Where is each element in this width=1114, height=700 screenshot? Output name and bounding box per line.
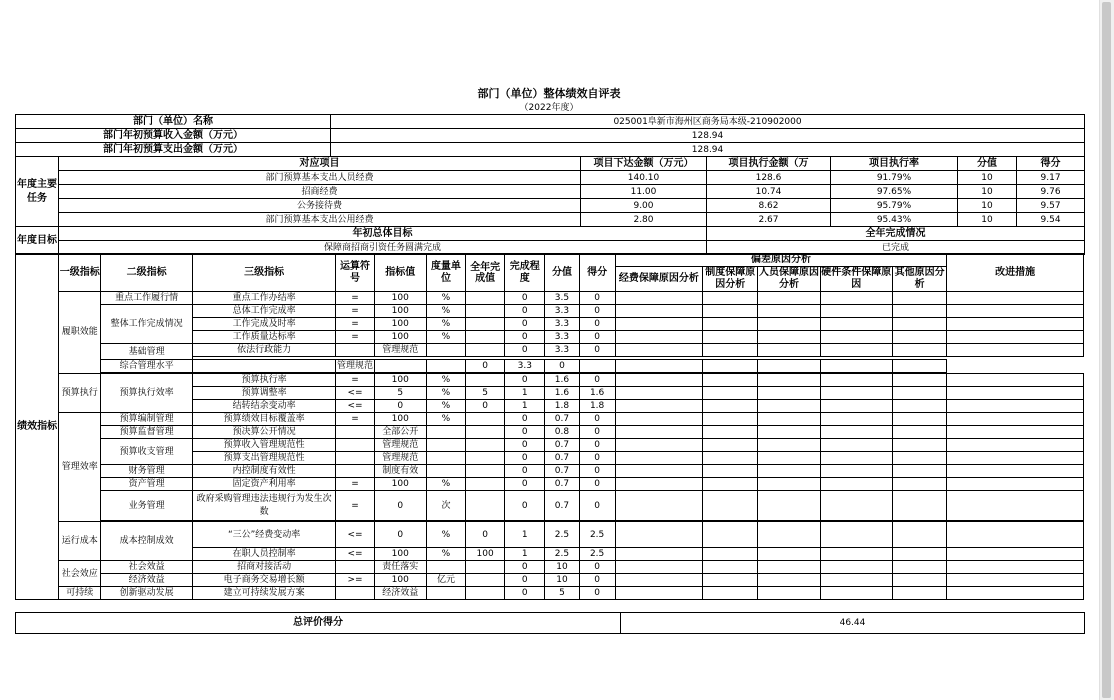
- perf-header-improve: 改进措施: [947, 254, 1084, 292]
- task-rate: 97.65%: [831, 185, 958, 199]
- perf-header-got: 得分: [579, 254, 615, 292]
- total-table: [15, 612, 1085, 634]
- l3-cell: 政府采购管理违法违规行为发生次数: [192, 491, 336, 521]
- val-cell: 100: [374, 292, 426, 305]
- unit-cell: %: [426, 305, 465, 318]
- degree-cell: 1: [505, 387, 545, 400]
- done-cell: [466, 452, 505, 465]
- score-cell: 0.7: [545, 413, 579, 426]
- degree-cell: 0: [505, 331, 545, 344]
- got-cell: 0: [545, 360, 579, 373]
- score-cell: 1.6: [545, 374, 579, 387]
- l2-cell: 预算收支管理: [101, 439, 192, 465]
- val-cell: 全部公开: [374, 426, 426, 439]
- score-cell: 0.7: [545, 439, 579, 452]
- score-cell: 0.7: [545, 452, 579, 465]
- got-cell: 0: [579, 478, 615, 491]
- task-row: [16, 185, 1085, 199]
- tasks-header-amount: 项目下达金额（万元）: [581, 157, 707, 171]
- got-cell: 0: [579, 413, 615, 426]
- unit-cell: %: [426, 400, 465, 413]
- scrollbar-thumb[interactable]: [1102, 2, 1111, 698]
- task-exec: 2.67: [707, 213, 831, 227]
- l1-cell: 社会效应: [59, 561, 101, 587]
- table-row: [16, 292, 1084, 305]
- task-exec: 8.62: [707, 199, 831, 213]
- unit-cell: 亿元: [426, 574, 465, 587]
- perf-header-unit: 度量单位: [426, 254, 465, 292]
- unit-cell: %: [426, 478, 465, 491]
- goals-header-done: 全年完成情况: [707, 227, 1085, 241]
- op-cell: [336, 439, 374, 452]
- val-cell: 100: [374, 548, 426, 561]
- degree-cell: 1: [505, 522, 545, 548]
- degree-cell: 0: [505, 465, 545, 478]
- score-cell: 3.3: [545, 305, 579, 318]
- got-cell: 0: [579, 452, 615, 465]
- degree-cell: 0: [505, 344, 545, 357]
- table-row: [16, 522, 1084, 548]
- op-cell: =: [336, 331, 374, 344]
- table-row: [16, 413, 1084, 426]
- task-rate: 95.79%: [831, 199, 958, 213]
- op-cell: <=: [336, 548, 374, 561]
- task-score: 10: [958, 199, 1017, 213]
- val-cell: 0: [374, 522, 426, 548]
- op-cell: =: [336, 318, 374, 331]
- got-cell: 0: [579, 465, 615, 478]
- total-value: 46.44: [621, 613, 1085, 634]
- l3-cell: 内控制度有效性: [192, 465, 336, 478]
- tasks-header-rate: 项目执行率: [831, 157, 958, 171]
- l1-cell: 运行成本: [59, 522, 101, 561]
- op-cell: [336, 587, 374, 600]
- score-cell: 3.5: [545, 292, 579, 305]
- l3-cell: 预算执行率: [192, 374, 336, 387]
- val-cell: 5: [374, 387, 426, 400]
- l3-cell: 预算调整率: [192, 387, 336, 400]
- l2-cell: 基础管理: [101, 344, 192, 360]
- unit-row: [16, 115, 1085, 129]
- perf-header-dev: 偏差原因分析: [615, 254, 947, 267]
- unit-cell: %: [426, 413, 465, 426]
- l2-cell: 预算监督管理: [101, 426, 192, 439]
- l2-cell: 预算执行效率: [101, 374, 192, 413]
- perf-header-row: [16, 254, 1084, 267]
- goals-header-row: [16, 227, 1085, 241]
- task-project: 部门预算基本支出公用经费: [59, 213, 581, 227]
- table-row: [16, 587, 1084, 600]
- unit-cell: %: [426, 548, 465, 561]
- unit-cell: %: [426, 522, 465, 548]
- done-cell: [466, 439, 505, 452]
- table-row: [16, 465, 1084, 478]
- l1-cell: 履职效能: [59, 292, 101, 374]
- score-cell: 10: [545, 561, 579, 574]
- op-cell: [336, 465, 374, 478]
- l3-cell: 工作完成及时率: [192, 318, 336, 331]
- perf-header-l3: 三级指标: [192, 254, 336, 292]
- score-cell: 2.5: [545, 548, 579, 561]
- got-cell: 0: [579, 587, 615, 600]
- perf-section-label: 绩效指标: [16, 254, 59, 600]
- l3-cell: 固定资产利用率: [192, 478, 336, 491]
- goals-target: 保障商招商引资任务圆满完成: [59, 241, 707, 255]
- got-cell: 0: [579, 374, 615, 387]
- unit-cell: [426, 344, 465, 357]
- expense-value: 128.94: [331, 143, 1085, 157]
- op-cell: =: [336, 413, 374, 426]
- degree-cell: 0: [505, 374, 545, 387]
- val-cell: 管理规范: [374, 452, 426, 465]
- op-cell: [336, 561, 374, 574]
- degree-cell: 1: [505, 548, 545, 561]
- op-cell: <=: [336, 400, 374, 413]
- done-cell: [466, 374, 505, 387]
- l2-cell: 资产管理: [101, 478, 192, 491]
- income-row: [16, 129, 1085, 143]
- score-cell: 3.3: [545, 318, 579, 331]
- val-cell: 0: [374, 400, 426, 413]
- op-cell: =: [336, 292, 374, 305]
- task-row: [16, 213, 1085, 227]
- unit-cell: %: [426, 331, 465, 344]
- val-cell: 管理规范: [374, 439, 426, 452]
- dev-col-other: 其他原因分析: [892, 267, 946, 292]
- task-row: [16, 171, 1085, 185]
- score-cell: 0.7: [545, 465, 579, 478]
- table-row: [16, 360, 1084, 373]
- val-cell: 100: [374, 374, 426, 387]
- unit-cell: 次: [426, 491, 465, 521]
- task-project: 部门预算基本支出人员经费: [59, 171, 581, 185]
- degree-cell: 0: [505, 587, 545, 600]
- done-cell: [466, 478, 505, 491]
- unit-cell: [426, 587, 465, 600]
- task-project: 公务接待费: [59, 199, 581, 213]
- tasks-header-got: 得分: [1017, 157, 1085, 171]
- got-cell: 0: [579, 561, 615, 574]
- tasks-section-label: 年度主要任务: [16, 157, 59, 227]
- got-cell: 1.8: [579, 400, 615, 413]
- total-row: [16, 613, 1085, 634]
- op-cell: [336, 344, 374, 357]
- done-cell: [466, 561, 505, 574]
- l1-cell: 可持续: [59, 587, 101, 600]
- degree-cell: 0: [466, 360, 505, 373]
- tasks-header-score: 分值: [958, 157, 1017, 171]
- op-cell: >=: [336, 574, 374, 587]
- tasks-header-exec: 项目执行金额（万: [707, 157, 831, 171]
- tasks-header-project: 对应项目: [59, 157, 581, 171]
- degree-cell: 0: [505, 574, 545, 587]
- l2-cell: 预算编制管理: [101, 413, 192, 426]
- l3-cell: 电子商务交易增长额: [192, 574, 336, 587]
- score-cell: 2.5: [545, 522, 579, 548]
- got-cell: 0: [579, 344, 615, 357]
- unit-cell: %: [426, 292, 465, 305]
- performance-table: [15, 253, 1084, 600]
- got-cell: 0: [579, 426, 615, 439]
- val-cell: 0: [374, 491, 426, 521]
- score-cell: 3.3: [545, 344, 579, 357]
- dev-col-funding: 经费保障原因分析: [615, 267, 702, 292]
- val-cell: 责任落实: [374, 561, 426, 574]
- op-cell: =: [336, 305, 374, 318]
- got-cell: 0: [579, 318, 615, 331]
- table-row: [16, 344, 1084, 357]
- expense-label: 部门年初预算支出金额（万元）: [16, 143, 331, 157]
- done-cell: 0: [466, 400, 505, 413]
- l3-cell: 结转结余变动率: [192, 400, 336, 413]
- l3-cell: 工作质量达标率: [192, 331, 336, 344]
- goals-section-label: 年度目标: [16, 227, 59, 255]
- got-cell: 1.6: [579, 387, 615, 400]
- perf-header-val: 指标值: [374, 254, 426, 292]
- l3-cell: 重点工作办结率: [192, 292, 336, 305]
- done-cell: [466, 465, 505, 478]
- l3-cell: 预算支出管理规范性: [192, 452, 336, 465]
- l3-cell: 在职人员控制率: [192, 548, 336, 561]
- degree-cell: 0: [505, 561, 545, 574]
- done-cell: [466, 331, 505, 344]
- l2-cell: 创新驱动发展: [101, 587, 192, 600]
- got-cell: 0: [579, 439, 615, 452]
- done-cell: [466, 491, 505, 521]
- val-cell: 100: [374, 318, 426, 331]
- l2-cell: 业务管理: [101, 491, 192, 521]
- l3-cell: 预决算公开情况: [192, 426, 336, 439]
- table-row: [16, 491, 1084, 521]
- task-score: 10: [958, 185, 1017, 199]
- got-cell: 0: [579, 331, 615, 344]
- l2-cell: 成本控制成效: [101, 522, 192, 561]
- unit-cell: [426, 426, 465, 439]
- l3-cell: 建立可持续发展方案: [192, 587, 336, 600]
- unit-cell: [426, 465, 465, 478]
- perf-header-score: 分值: [545, 254, 579, 292]
- expense-row: [16, 143, 1085, 157]
- l2-cell: 重点工作履行情: [101, 292, 192, 305]
- perf-header-degree: 完成程度: [505, 254, 545, 292]
- degree-cell: 0: [505, 292, 545, 305]
- unit-cell: [426, 561, 465, 574]
- perf-header-l2: 二级指标: [101, 254, 192, 292]
- op-cell: =: [336, 374, 374, 387]
- task-amount: 11.00: [581, 185, 707, 199]
- task-rate: 91.79%: [831, 171, 958, 185]
- table-row: [16, 305, 1084, 318]
- degree-cell: 0: [505, 426, 545, 439]
- l3-cell: 招商对接活动: [192, 561, 336, 574]
- degree-cell: 0: [505, 305, 545, 318]
- dev-col-hardware: 硬件条件保障原因: [821, 267, 892, 290]
- done-cell: 0: [466, 522, 505, 548]
- unit-name-label: 部门（单位）名称: [16, 115, 331, 129]
- unit-cell: [426, 452, 465, 465]
- op-cell: =: [336, 478, 374, 491]
- degree-cell: 0: [505, 413, 545, 426]
- page-title: 部门（单位）整体绩效自评表: [477, 87, 621, 100]
- task-score: 10: [958, 171, 1017, 185]
- score-cell: 10: [545, 574, 579, 587]
- l3-cell: “三公”经费变动率: [192, 522, 336, 548]
- table-row: [16, 574, 1084, 587]
- l2-cell: 社会效益: [101, 561, 192, 574]
- task-rate: 95.43%: [831, 213, 958, 227]
- op-cell: [192, 360, 336, 373]
- task-amount: 9.00: [581, 199, 707, 213]
- score-cell: 5: [545, 587, 579, 600]
- l1-cell: 预算执行: [59, 374, 101, 413]
- l3-cell: 预算绩效目标覆盖率: [192, 413, 336, 426]
- task-amount: 2.80: [581, 213, 707, 227]
- done-cell: [466, 318, 505, 331]
- l2-cell: 经济效益: [101, 574, 192, 587]
- op-cell: [336, 452, 374, 465]
- got-cell: 2.5: [579, 548, 615, 561]
- l2-cell: 整体工作完成情况: [101, 305, 192, 344]
- unit-cell: %: [426, 387, 465, 400]
- val-cell: 经济效益: [374, 587, 426, 600]
- task-got: 9.54: [1017, 213, 1085, 227]
- l3-cell: 依法行政能力: [192, 344, 336, 357]
- score-cell: 3.3: [505, 360, 545, 373]
- done-cell: [426, 360, 465, 373]
- op-cell: <=: [336, 387, 374, 400]
- done-cell: [466, 344, 505, 357]
- val-cell: 100: [374, 331, 426, 344]
- task-amount: 140.10: [581, 171, 707, 185]
- done-cell: 5: [466, 387, 505, 400]
- task-exec: 128.6: [707, 171, 831, 185]
- done-cell: [466, 292, 505, 305]
- score-cell: 0.7: [545, 478, 579, 491]
- done-cell: [466, 426, 505, 439]
- val-cell: 100: [374, 305, 426, 318]
- score-cell: 1.8: [545, 400, 579, 413]
- degree-cell: 0: [505, 491, 545, 521]
- unit-cell: %: [426, 318, 465, 331]
- got-cell: 0: [579, 292, 615, 305]
- score-cell: 3.3: [545, 331, 579, 344]
- income-label: 部门年初预算收入金额（万元）: [16, 129, 331, 143]
- table-row: [16, 478, 1084, 491]
- op-cell: [336, 426, 374, 439]
- table-row: [16, 426, 1084, 439]
- table-row: [16, 374, 1084, 387]
- task-score: 10: [958, 213, 1017, 227]
- task-got: 9.76: [1017, 185, 1085, 199]
- got-cell: 0: [579, 491, 615, 521]
- income-value: 128.94: [331, 129, 1085, 143]
- score-cell: 0.7: [545, 491, 579, 521]
- degree-cell: 0: [505, 318, 545, 331]
- tasks-header-row: [16, 157, 1085, 171]
- degree-cell: 1: [505, 400, 545, 413]
- unit-name-value: 025001阜新市海州区商务局本级-210902000: [331, 115, 1085, 129]
- perf-header-l1: 一级指标: [59, 254, 101, 292]
- summary-table: [15, 114, 1085, 255]
- score-cell: 1.6: [545, 387, 579, 400]
- page-subtitle: （2022年度）: [519, 103, 579, 113]
- task-got: 9.17: [1017, 171, 1085, 185]
- degree-cell: 0: [505, 439, 545, 452]
- task-exec: 10.74: [707, 185, 831, 199]
- val-cell: 100: [374, 478, 426, 491]
- perf-header-done: 全年完成值: [466, 254, 505, 292]
- degree-cell: 0: [505, 478, 545, 491]
- total-label: 总评价得分: [16, 613, 621, 634]
- vertical-scrollbar[interactable]: [1099, 0, 1114, 700]
- unit-cell: %: [426, 374, 465, 387]
- got-cell: 0: [579, 305, 615, 318]
- table-row: [16, 439, 1084, 452]
- l1-cell: 管理效率: [59, 413, 101, 522]
- degree-cell: 0: [505, 452, 545, 465]
- task-row: [16, 199, 1085, 213]
- task-got: 9.57: [1017, 199, 1085, 213]
- done-cell: 100: [466, 548, 505, 561]
- val-cell: 100: [374, 574, 426, 587]
- dev-col-system: 制度保障原因分析: [703, 267, 758, 292]
- val-cell: 管理规范: [374, 344, 426, 357]
- done-cell: [466, 574, 505, 587]
- score-cell: 0.8: [545, 426, 579, 439]
- perf-header-op: 运算符号: [336, 254, 374, 292]
- got-cell: 2.5: [579, 522, 615, 548]
- done-cell: [466, 305, 505, 318]
- done-cell: [466, 587, 505, 600]
- got-cell: 0: [579, 574, 615, 587]
- val-cell: 管理规范: [337, 361, 374, 371]
- done-cell: [466, 413, 505, 426]
- goals-header-target: 年初总体目标: [59, 227, 707, 241]
- val-cell: 制度有效: [374, 465, 426, 478]
- unit-cell: [374, 360, 426, 373]
- dev-col-staff: 人员保障原因分析: [758, 267, 819, 290]
- goals-done: 已完成: [707, 241, 1085, 255]
- op-cell: =: [336, 491, 374, 521]
- task-project: 招商经费: [59, 185, 581, 199]
- op-cell: <=: [336, 522, 374, 548]
- l3-cell: 总体工作完成率: [192, 305, 336, 318]
- l3-cell: 综合管理水平: [101, 360, 192, 373]
- val-cell: 100: [374, 413, 426, 426]
- l3-cell: 预算收入管理规范性: [192, 439, 336, 452]
- unit-cell: [426, 439, 465, 452]
- l2-cell: 财务管理: [101, 465, 192, 478]
- table-row: [16, 561, 1084, 574]
